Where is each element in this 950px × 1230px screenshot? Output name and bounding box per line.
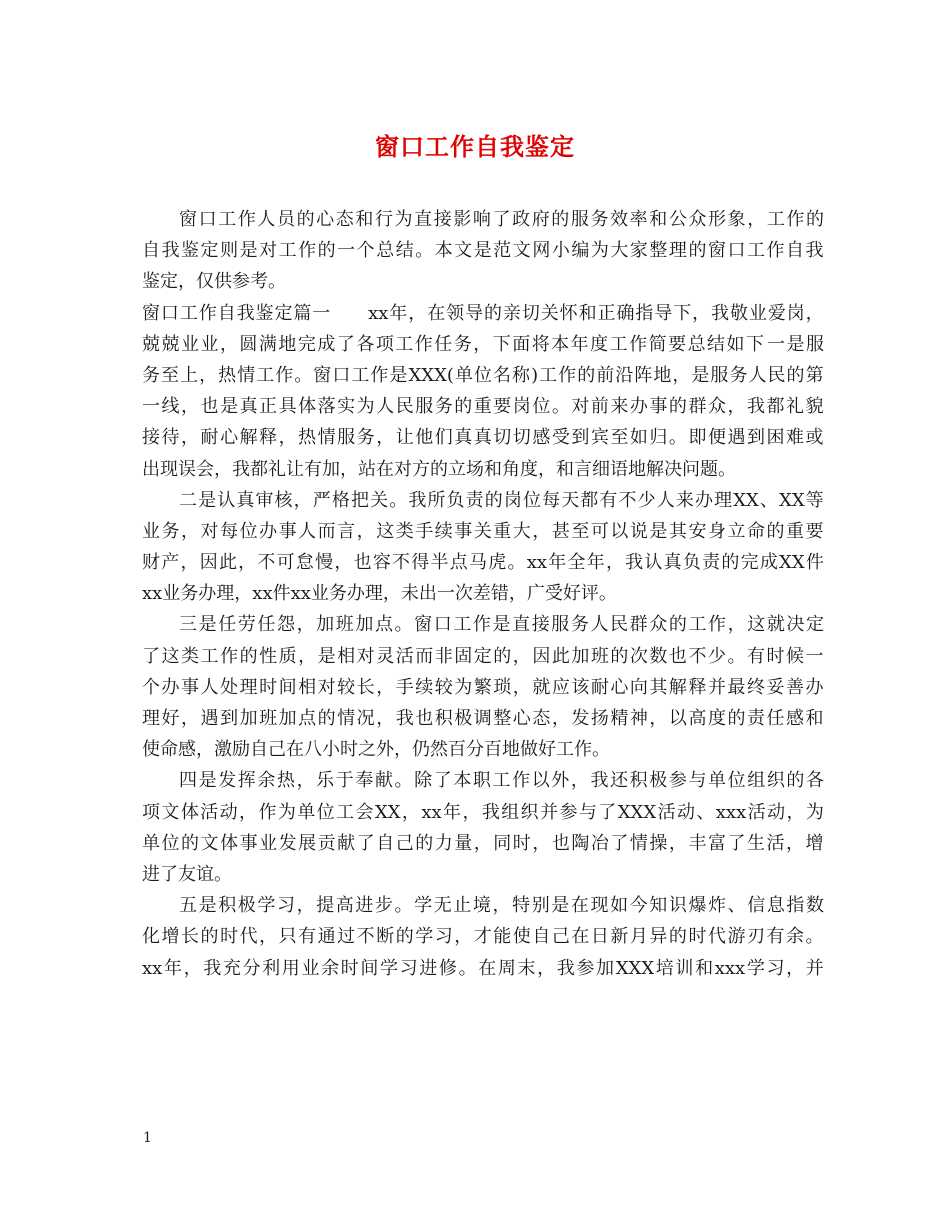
text-line: 单 位 的 文 体 事 业 发 展 贡 献 了 自 己 的 力 量 ， 同 时 ， 也 陶 冶 了 情 操 ， 丰 富 了 生 活 ， 增	[142, 832, 824, 854]
text-line: 四 是 发 挥 余 热 ， 乐 于 奉 献 。 除 了 本 职 工 作 以 外 ， 我 还 积 极 参 与 单 位 组 织 的 各	[179, 770, 824, 792]
text-line: 进了友谊。	[142, 863, 232, 885]
text-line: 接 待 ， 耐 心 解 释 ， 热 情 服 务 ， 让 他 们 真 真 切 切 感 受 到 宾 至 如 归 。 即 便 遇 到 困 难 或	[142, 427, 824, 449]
text-line: 一 线 ， 也 是 真 正 具 体 落 实 为 人 民 服 务 的 重 要 岗 位 。 对 前 来 办 事 的 群 众 ， 我 都 礼 貌	[142, 396, 824, 418]
text-line: 务 至 上 ， 热 情 工 作 。 窗 口 工 作 是 XXX( 单 位 名 称 ) 工 作 的 前 沿 阵 地 ， 是 服 务 人 民 的 第	[142, 364, 824, 386]
text-line: xx 年 ， 我 充 分 利 用 业 余 时 间 学 习 进 修 。 在 周 末 ， 我 参 加 XXX 培 训 和 xxx 学 习 ， 并	[142, 957, 824, 979]
text-line: 个 办 事 人 处 理 时 间 相 对 较 长 ， 手 续 较 为 繁 琐 ， 就 应 该 耐 心 向 其 解 释 并 最 终 妥 善 办	[142, 676, 824, 698]
text-line: 鉴定，仅供参考。	[142, 271, 286, 293]
text-line: 化 增 长 的 时 代 ， 只 有 通 过 不 断 的 学 习 ， 才 能 使 自 己 在 日 新 月 异 的 时 代 游 刃 有 余 。	[142, 926, 824, 948]
text-line: 五 是 积 极 学 习 ， 提 高 进 步 。 学 无 止 境 ， 特 别 是 在 现 如 今 知 识 爆 炸 、 信 息 指 数	[179, 895, 824, 917]
page-number: 1	[143, 1130, 152, 1146]
text-line: 财 产 ， 因 此 ， 不 可 怠 慢 ， 也 容 不 得 半 点 马 虎 。 xx 年 全 年 ， 我 认 真 负 责 的 完 成 XX 件	[142, 552, 824, 574]
text-line: 窗 口 工 作 人 员 的 心 态 和 行 为 直 接 影 响 了 政 府 的 服 务 效 率 和 公 众 形 象 ， 工 作 的	[179, 209, 824, 230]
text-line: 自 我 鉴 定 则 是 对 工 作 的 一 个 总 结 。 本 文 是 范 文 网 小 编 为 大 家 整 理 的 窗 口 工 作 自 我	[142, 240, 824, 262]
text-line: 了 这 类 工 作 的 性 质 ， 是 相 对 灵 活 而 非 固 定 的 ， 因 此 加 班 的 次 数 也 不 少 。 有 时 候 一	[142, 645, 824, 667]
text-line: 三 是 任 劳 任 怨 ， 加 班 加 点 。 窗 口 工 作 是 直 接 服 务 人 民 群 众 的 工 作 ， 这 就 决 定	[179, 614, 824, 636]
text-line: 窗 口 工 作 自 我 鉴 定 篇 一 xx 年 ， 在 领 导 的 亲 切 关 怀 和 正 确 指 导 下 ， 我 敬 业 爱 岗 ，	[142, 302, 824, 324]
text-line: 项 文 体 活 动 ， 作 为 单 位 工 会 XX ， xx 年 ， 我 组 织 并 参 与 了 XXX 活 动 、 xxx 活 动 ， 为	[142, 801, 824, 823]
document-body	[142, 204, 824, 984]
text-line: 出现误会，我都礼让有加，站在对方的立场和角度，和言细语地解决问题。	[142, 458, 736, 480]
text-line: 使命感，激励自己在八小时之外，仍然百分百地做好工作。	[142, 739, 610, 761]
text-line: 二 是 认 真 审 核 ， 严 格 把 关 。 我 所 负 责 的 岗 位 每 天 都 有 不 少 人 来 办 理 XX 、 XX 等	[179, 489, 824, 511]
document-title: 窗口工作自我鉴定	[375, 133, 575, 161]
text-line: xx业务办理，xx件xx业务办理，未出一次差错，广受好评。	[142, 583, 617, 605]
text-line: 业 务 ， 对 每 位 办 事 人 而 言 ， 这 类 手 续 事 关 重 大 ， 甚 至 可 以 说 是 其 安 身 立 命 的 重 要	[142, 520, 824, 542]
text-line: 理 好 ， 遇 到 加 班 加 点 的 情 况 ， 我 也 积 极 调 整 心 态 ， 发 扬 精 神 ， 以 高 度 的 责 任 感 和	[142, 708, 824, 729]
text-line: 兢 兢 业 业 ， 圆 满 地 完 成 了 各 项 工 作 任 务 ， 下 面 将 本 年 度 工 作 简 要 总 结 如 下 一 是 服	[142, 333, 824, 355]
